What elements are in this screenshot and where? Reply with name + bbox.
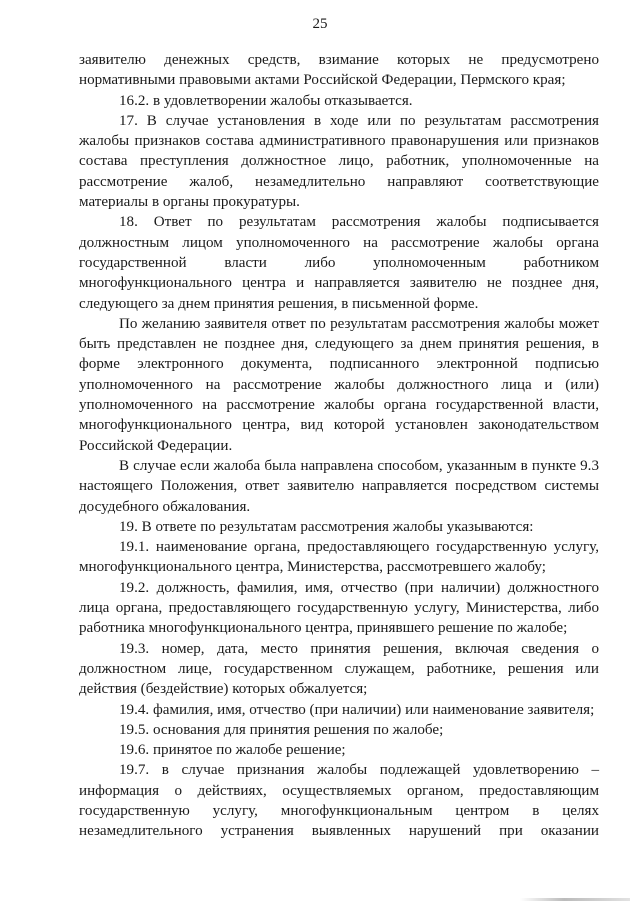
paragraph: 16.2. в удовлетворении жалобы отказывается. xyxy=(119,92,413,109)
document-body xyxy=(79,50,599,842)
paragraph: 19.6. принятое по жалобе решение; xyxy=(119,742,346,759)
scan-artifact xyxy=(520,898,630,901)
page-number: 25 xyxy=(312,16,328,32)
paragraph: 19.3. номер, дата, место принятия решения, включая сведения о должностном лице, государственном служащем, работнике, решения или действия (бездействие) которых обжалуется; xyxy=(79,640,599,698)
paragraph: 18. Ответ по результатам рассмотрения жалобы подписывается должностным лицом уполномоченного на рассмотрение жалобы органа государственной власти либо уполномоченным работником многофункционального центра и направляется заявителю не позднее дня, следующего за днем принятия решения, в письменной форме. xyxy=(79,214,599,312)
paragraph: 19.2. должность, фамилия, имя, отчество (при наличии) должностного лица органа, предоставляющего государственную услугу, Министерства, либо работника многофункционального центра, принявшего решение по жалобе; xyxy=(79,579,599,637)
paragraph: 17. В случае установления в ходе или по результатам рассмотрения жалобы признаков состава административного правонарушения или признаков состава преступления должностное лицо, работник, уполномоченные на рассмотрение жалоб, незамедлительно направляют соответствующие материалы в органы прокуратуры. xyxy=(79,112,599,211)
paragraph: заявителю денежных средств, взимание которых не предусмотрено нормативными правовыми актами Российской Федерации, Пермского края; xyxy=(79,52,599,89)
paragraph: 19.1. наименование органа, предоставляющего государственную услугу, многофункционального центра, Министерства, рассмотревшего жалобу; xyxy=(79,539,599,576)
paragraph: 19.4. фамилия, имя, отчество (при наличии) или наименование заявителя; xyxy=(119,701,595,718)
paragraph: По желанию заявителя ответ по результатам рассмотрения жалобы может быть представлен не позднее дня, следующего за днем принятия решения, в форме электронного документа, подписанного электронной подписью уполномоченного на рассмотрение жалобы должностного лица и (или) уполномоченного на рассмотрение жалобы органа государственной власти, многофункционального центра, вид которой установлен законодательством Российской Федерации. xyxy=(79,315,599,454)
paragraph: 19.5. основания для принятия решения по жалобе; xyxy=(119,721,444,738)
paragraph: 19.7. в случае признания жалобы подлежащей удовлетворению – информация о действиях, осуществляемых органом, предоставляющим государственную услугу, многофункциональным центром в целях незамедлительного устранения выявленных нарушений при оказании xyxy=(79,762,599,840)
paragraph: В случае если жалоба была направлена способом, указанным в пункте 9.3 настоящего Положения, ответ заявителю направляется посредством системы досудебного обжалования. xyxy=(79,457,599,515)
paragraph: 19. В ответе по результатам рассмотрения жалобы указываются: xyxy=(119,518,534,535)
